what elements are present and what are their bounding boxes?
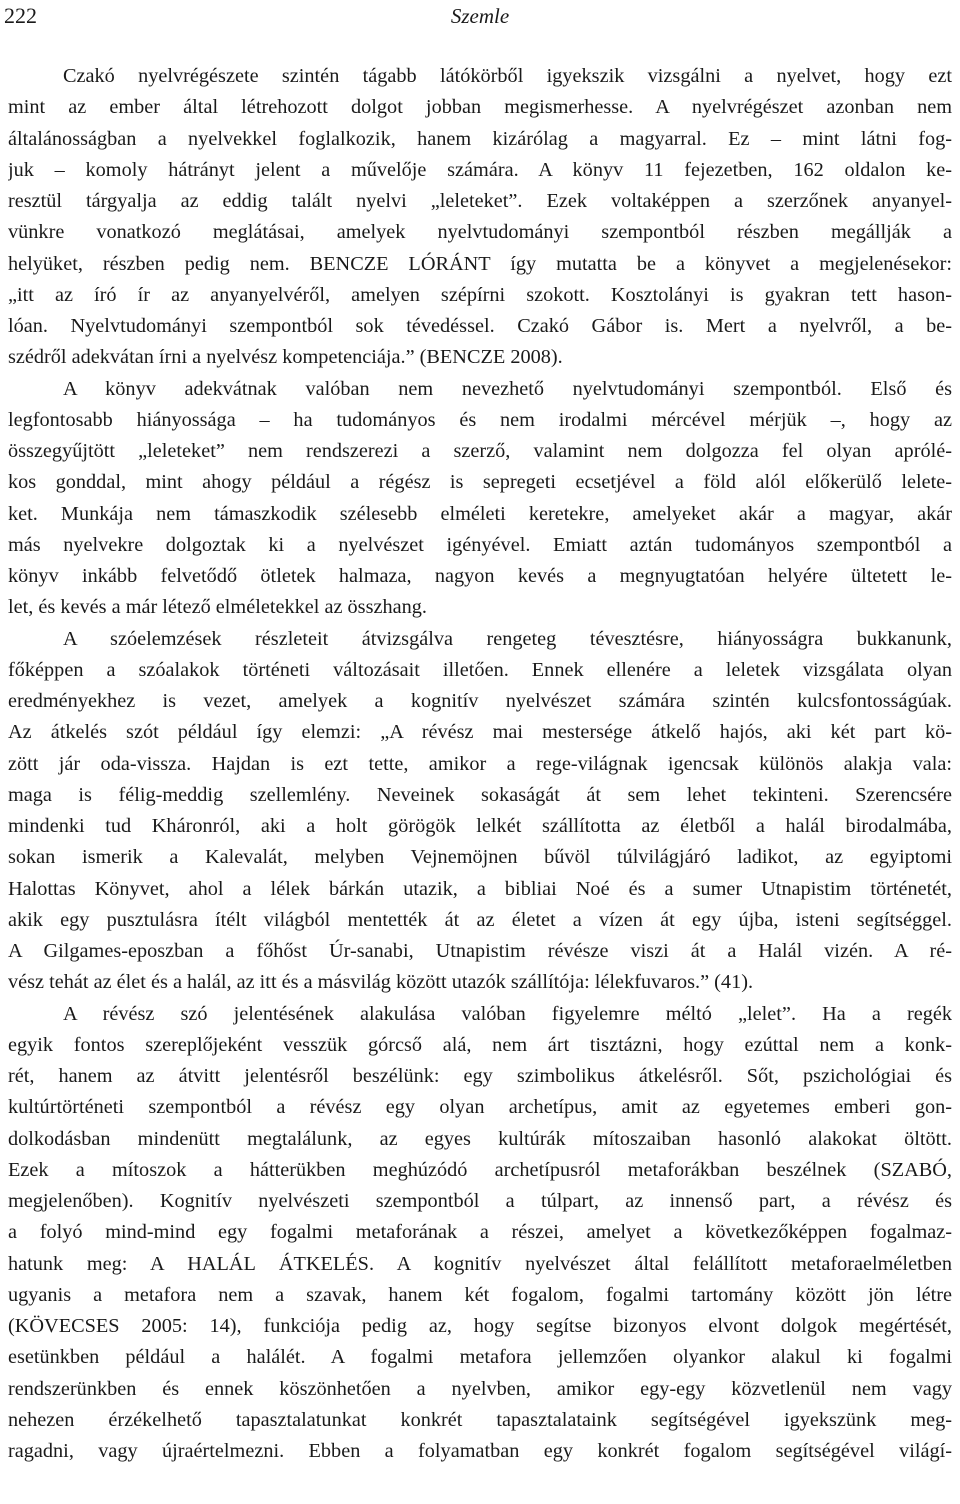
text-line: A szóelemzések részleteit átvizsgálva rengeteg tévesztésre, hiányosságra bukkanunk, bbox=[63, 627, 952, 650]
paragraph bbox=[8, 61, 952, 374]
text-line: „itt az író ír az anyanyelvéről, amelyen szépírni szokott. Kosztolányi is gyakran tett hason- bbox=[8, 283, 952, 306]
text-line: ket. Munkája nem támaszkodik szélesebb elméleti keretekre, amelyeket akár a magyar, akár bbox=[8, 502, 952, 525]
text-line: lóan. Nyelvtudományi szempontból sok tévedéssel. Czakó Gábor is. Mert a nyelvről, a be- bbox=[8, 315, 952, 337]
text-line: helyüket, részben pedig nem. BENCZE LÓRÁNT így mutatta be a könyvet a megjelenésekor: bbox=[8, 252, 952, 275]
page-header bbox=[0, 0, 960, 30]
text-line: Az átkelés szót például így elemzi: „A révész mai mestersége átkelő hajós, aki két part kö- bbox=[8, 721, 952, 744]
text-line: a folyó mind-mind egy fogalmi metaforának a részei, amelyet a következőképpen fogalmaz- bbox=[8, 1221, 952, 1244]
text-line: zött jár oda-vissza. Hajdan is ezt tette, amikor a rege-világnak igencsak különös alakja vala: bbox=[8, 752, 952, 775]
text-line: let, és kevés a már létező elméletekkel az összhang. bbox=[8, 596, 427, 619]
text-line: esetünkben például a halálét. A fogalmi metafora jellemzően olyankor alakul ki fogalmi bbox=[8, 1346, 952, 1369]
text-line: mint az ember által létrehozott dolgot jobban megismerhesse. A nyelvrégészet azonban nem bbox=[8, 96, 952, 119]
text-line: ugyanis a metafora nem a szavak, hanem két fogalom, fogalmi tartomány között jön létre bbox=[8, 1283, 952, 1306]
text-line: eredményekhez is vezet, amelyek a kognitív nyelvészet számára szintén kulcsfontosságúak. bbox=[8, 690, 952, 712]
text-line: ragadni, vagy újraértelmezni. Ebben a folyamatban egy konkrét fogalom segítségével világí- bbox=[8, 1440, 952, 1462]
text-line: maga is félig-meddig szellemlény. Neveinek sokaságát át sem lehet tekinteni. Szerencsére bbox=[8, 783, 952, 806]
text-line: rét, hanem az átvitt jelentésről beszélünk: egy szimbolikus átkelésről. Sőt, pszichológiai és bbox=[8, 1065, 952, 1087]
text-line: Czakó nyelvrégészete szintén tágabb látókörből igyekszik vizsgálni a nyelvet, hogy ezt bbox=[63, 65, 952, 87]
text-line: A könyv adekvátnak valóban nem nevezhető nyelvtudományi szempontból. Első és bbox=[63, 377, 952, 400]
body-text bbox=[8, 61, 952, 1467]
text-line: (KÖVECSES 2005: 14), funkciója pedig az, hogy segítse bizonyos elvont dolgok megértését, bbox=[8, 1315, 952, 1337]
text-line: mindenki tud Kháronról, aki a holt görögök lelkét szállította az életből a halál birodalmába, bbox=[8, 815, 952, 837]
text-line: általánosságban a nyelvekkel foglalkozik, hanem kizárólag a magyarral. Ez – mint látni fog- bbox=[8, 127, 952, 150]
text-line: más nyelvekre dolgoztak ki a nyelvészet igényével. Emiatt aztán tudományos szempontból a bbox=[8, 533, 952, 556]
text-line: akik egy pusztulásra ítélt világból mentették át az életet a vízen át egy újba, isteni segítséggel. bbox=[8, 908, 952, 931]
text-line: rendszerünkben és ennek köszönhetően a nyelvben, amikor egy-egy közvetlenül nem vagy bbox=[8, 1377, 952, 1400]
text-line: összegyűjtött „leleteket” nem rendszerezi a szerző, valamint nem dolgozza fel olyan aprólé- bbox=[8, 440, 952, 462]
paragraph bbox=[8, 999, 952, 1468]
text-line: Halottas Könyvet, ahol a lélek bárkán utazik, a bibliai Noé és a sumer Utnapistim történetét, bbox=[8, 877, 952, 900]
text-line: A révész szó jelentésének alakulása valóban figyelemre méltó „lelet”. Ha a regék bbox=[63, 1002, 952, 1025]
text-line: kos gonddal, mint ahogy például a régész is sepregeti ecsetjével a föld alól előkerülő lelete- bbox=[8, 471, 952, 494]
text-line: resztül tárgyalja az eddig talált nyelvi „leleteket”. Ezek voltaképpen a szerzőnek anyanyel- bbox=[8, 190, 952, 212]
paragraph bbox=[8, 624, 952, 999]
text-line: legfontosabb hiányossága – ha tudományos és nem irodalmi mércével mérjük –, hogy az bbox=[8, 408, 952, 431]
text-line: vünkre vonatkozó meglátásai, amelyek nyelvtudományi szempontból részben megállják a bbox=[8, 221, 952, 244]
text-line: juk – komoly hátrányt jelent a művelője számára. A könyv 11 fejezetben, 162 oldalon ke- bbox=[8, 158, 952, 181]
text-line: vész tehát az élet és a halál, az itt és a másvilág között utazók szállítója: lélekfuvaros.” (41). bbox=[8, 971, 754, 994]
text-line: kultúrtörténeti szempontból a révész egy olyan archetípus, amit az egyetemes emberi gon- bbox=[8, 1096, 952, 1119]
text-line: egyik fontos szereplőjeként vesszük górcső alá, nem árt tisztázni, hogy ezúttal nem a konk- bbox=[8, 1033, 952, 1056]
text-line: Ezek a mítoszok a hátterükben meghúzódó archetípusról metaforákban beszélnek (SZABÓ, bbox=[8, 1158, 952, 1181]
text-line: megjelenőben). Kognitív nyelvészeti szempontból a túlpart, az innenső part, a révész és bbox=[8, 1190, 952, 1212]
text-line: dolkodásban mindenütt megtalálunk, az egyes kultúrák mítoszaiban hasonló alakokat öltött. bbox=[8, 1127, 952, 1150]
text-line: könyv inkább felvetődő ötletek halmaza, nagyon kevés a megnyugtatóan helyére ültetett le- bbox=[8, 565, 952, 587]
text-line: főképpen a szóalakok történeti változásait illetően. Ennek ellenére a leletek vizsgálata olyan bbox=[8, 658, 952, 681]
text-line: nehezen érzékelhető tapasztalatunkat konkrét tapasztalataink segítségével igyekszünk meg- bbox=[8, 1408, 952, 1431]
running-head: Szemle bbox=[450, 4, 510, 28]
text-line: szédről adekvátan írni a nyelvész kompetenciája.” (BENCZE 2008). bbox=[8, 346, 563, 369]
text-line: hatunk meg: A HALÁL ÁTKELÉS. A kognitív nyelvészet által felállított metaforaelméletben bbox=[8, 1252, 952, 1275]
text-line: sokan ismerik a Kalevalát, melyben Vejnemöjnen bűvöl túlvilágjáró ladikot, az egyiptomi bbox=[8, 846, 952, 869]
text-line: A Gilgames-eposzban a főhőst Úr-sanabi, Utnapistim révésze viszi át a Halál vizén. A ré- bbox=[8, 940, 952, 962]
paragraph bbox=[8, 374, 952, 624]
page-number: 222 bbox=[4, 3, 37, 28]
